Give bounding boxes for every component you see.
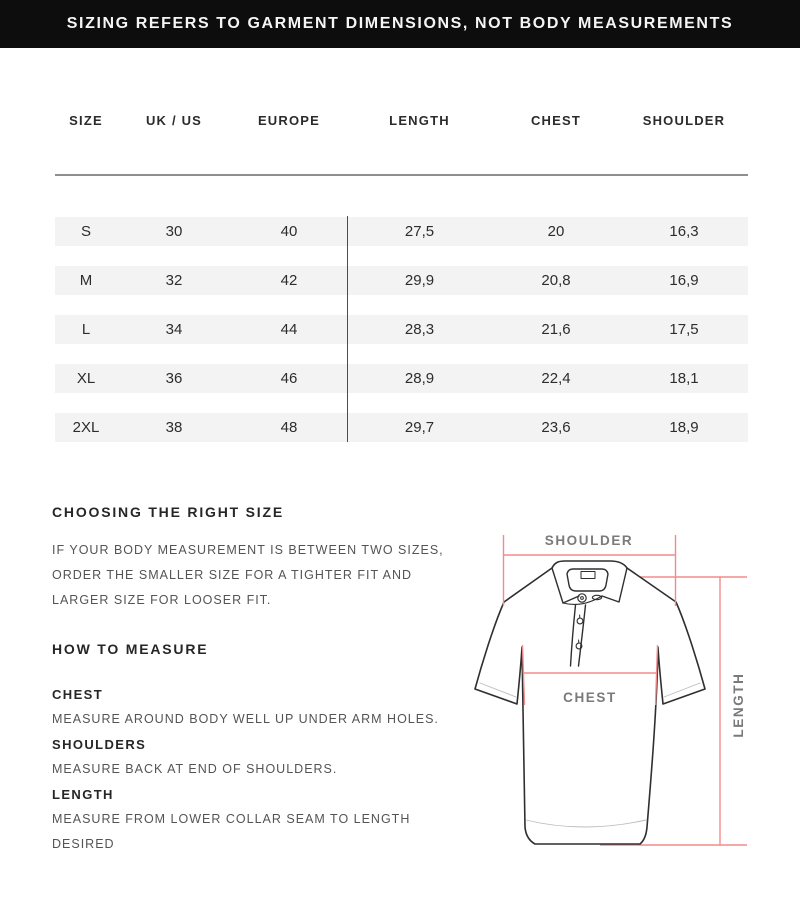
cell-shoulder: 18,1 [669,370,699,387]
choosing-size-heading: CHOOSING THE RIGHT SIZE [52,504,284,520]
table-row-2xl [55,413,748,442]
size-table-body [55,217,748,462]
polo-shirt-illustration [455,517,800,867]
cell-size: M [79,272,93,289]
measure-item-chest-label: CHEST [52,687,104,702]
cell-europe: 40 [280,223,298,240]
cell-europe: 46 [280,370,298,387]
cell-europe: 42 [280,272,298,289]
cell-europe: 44 [280,321,298,338]
cell-chest: 21,6 [541,321,571,338]
column-header-chest: CHEST [530,113,582,128]
paragraph-line: ORDER THE SMALLER SIZE FOR A TIGHTER FIT AND [52,568,413,582]
how-to-measure-heading: HOW TO MEASURE [52,641,209,657]
table-row-xl [55,364,748,393]
cell-uk-us: 36 [165,370,183,387]
table-row-l [55,315,748,344]
choosing-size-paragraph [52,538,444,613]
cell-size: S [80,223,91,240]
header-rule [55,174,748,176]
paragraph-line: IF YOUR BODY MEASUREMENT IS BETWEEN TWO SIZES, [52,543,444,557]
cell-length: 28,9 [404,370,435,387]
cell-length: 27,5 [404,223,435,240]
cell-shoulder: 17,5 [669,321,699,338]
cell-uk-us: 34 [165,321,183,338]
table-column-divider [347,216,348,442]
size-table-header [55,113,748,128]
cell-shoulder: 18,9 [669,419,699,436]
length-dimension-label: LENGTH [731,672,746,738]
column-header-length: LENGTH [389,113,450,128]
table-row-s [55,217,748,246]
cell-shoulder: 16,3 [669,223,699,240]
cell-chest: 22,4 [541,370,571,387]
cell-length: 29,9 [404,272,435,289]
cell-length: 29,7 [404,419,435,436]
cell-size: L [81,321,91,338]
cell-chest: 20,8 [541,272,571,289]
cell-uk-us: 30 [165,223,183,240]
how-to-measure-list [52,682,439,857]
measure-item-length-label: LENGTH [52,787,114,802]
measure-item-length-text: MEASURE FROM LOWER COLLAR SEAM TO LENGTH [52,812,411,826]
shoulder-dimension-label: SHOULDER [544,533,634,548]
cell-size: XL [76,370,96,387]
column-header-size: SIZE [69,113,103,128]
cell-uk-us: 32 [165,272,183,289]
cell-uk-us: 38 [165,419,183,436]
notice-banner-text: SIZING REFERS TO GARMENT DIMENSIONS, NOT BODY MEASUREMENTS [66,15,734,32]
cell-chest: 20 [547,223,565,240]
paragraph-line: LARGER SIZE FOR LOOSER FIT. [52,593,272,607]
measure-item-length-text-2: DESIRED [52,837,115,851]
measure-item-shoulders-label: SHOULDERS [52,737,147,752]
measure-item-shoulders-text: MEASURE BACK AT END OF SHOULDERS. [52,762,338,776]
column-header-shoulder: SHOULDER [642,113,726,128]
cell-length: 28,3 [404,321,435,338]
chest-dimension-label: CHEST [563,690,617,705]
notice-banner [0,0,800,48]
cell-chest: 23,6 [541,419,571,436]
column-header-uk-us: UK / US [145,113,203,128]
cell-europe: 48 [280,419,298,436]
cell-size: 2XL [72,419,100,436]
table-row-m [55,266,748,295]
column-header-europe: EUROPE [257,113,321,128]
measure-item-chest-text: MEASURE AROUND BODY WELL UP UNDER ARM HOLES. [52,712,439,726]
shirt-measurement-diagram [455,517,800,867]
cell-shoulder: 16,9 [669,272,699,289]
